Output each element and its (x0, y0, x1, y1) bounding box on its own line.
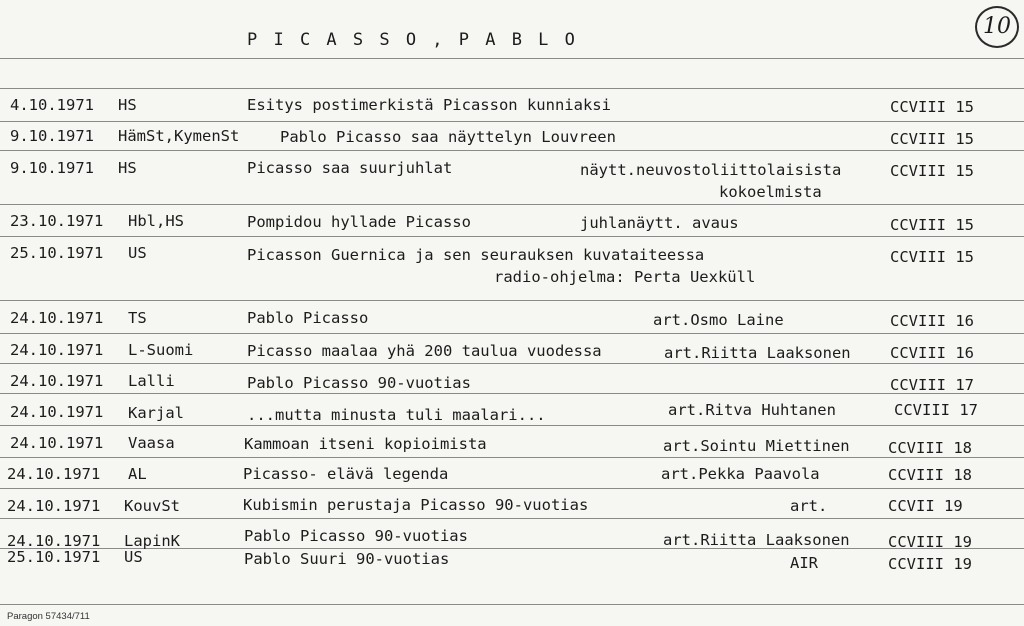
row-rule (0, 604, 1024, 605)
entry-source: LapinK (124, 532, 180, 550)
entry-date: 9.10.1971 (10, 159, 94, 177)
entry-extra: art.Riitta Laaksonen (663, 531, 850, 549)
row-rule (0, 88, 1024, 89)
entry-extra: AIR (790, 554, 818, 572)
entry-source: Karjal (128, 404, 184, 422)
card-footer: Paragon 57434/711 (7, 611, 90, 622)
entry-source: HS (118, 96, 137, 114)
row-rule (0, 518, 1024, 519)
row-rule (0, 150, 1024, 151)
entry-date: 23.10.1971 (10, 212, 104, 230)
entry-source: AL (128, 465, 147, 483)
entry-extra: art.Ritva Huhtanen (668, 401, 836, 419)
entry-source: KouvSt (124, 497, 180, 515)
entry-source: Lalli (128, 372, 175, 390)
entry-date: 24.10.1971 (7, 497, 101, 515)
entry-ref: CCVIII 19 (888, 555, 972, 573)
entry-extra: juhlanäytt. avaus (580, 214, 739, 232)
entry-date: 25.10.1971 (7, 548, 101, 566)
row-rule (0, 393, 1024, 394)
entry-title: Pablo Picasso saa näyttelyn Louvreen (280, 128, 616, 146)
entry-ref: CCVIII 15 (890, 162, 974, 180)
entry-title: Kubismin perustaja Picasso 90-vuotias (243, 496, 589, 514)
entry-extra: art.Pekka Paavola (661, 465, 820, 483)
entry-title: Pablo Picasso 90-vuotias (247, 374, 471, 392)
entry-title: Pablo Suuri 90-vuotias (244, 550, 450, 568)
entry-date: 24.10.1971 (10, 309, 104, 327)
entry-source: HämSt,KymenSt (118, 127, 240, 145)
entry-title: Picasson Guernica ja sen seurauksen kuvataiteessa (247, 246, 705, 264)
entry-extra: näytt.neuvostoliittolaisista (580, 161, 842, 179)
entry-ref: CCVIII 17 (894, 401, 978, 419)
row-rule (0, 300, 1024, 301)
entry-ref: CCVIII 17 (890, 376, 974, 394)
entry-ref: CCVIII 15 (890, 248, 974, 266)
card-title: P I C A S S O , P A B L O (247, 30, 578, 50)
entry-date: 24.10.1971 (10, 403, 104, 421)
entry-date: 25.10.1971 (10, 244, 104, 262)
entry-title: Pablo Picasso (247, 309, 369, 327)
entry-ref: CCVIII 19 (888, 533, 972, 551)
entry-ref: CCVIII 15 (890, 130, 974, 148)
entry-extra: art.Riitta Laaksonen (664, 344, 851, 362)
entry-source: L-Suomi (128, 341, 194, 359)
entry-title: Picasso- elävä legenda (243, 465, 449, 483)
entry-title: Picasso maalaa yhä 200 taulua vuodessa (247, 342, 602, 360)
entry-title: Pompidou hyllade Picasso (247, 213, 471, 231)
row-rule (0, 121, 1024, 122)
entry-ref: CCVII 19 (888, 497, 963, 515)
row-rule (0, 488, 1024, 489)
entry-source: Vaasa (128, 434, 175, 452)
entry-ref: CCVIII 16 (890, 312, 974, 330)
entry-title: Picasso saa suurjuhlat (247, 159, 453, 177)
entry-title: Kammoan itseni kopioimista (244, 435, 487, 453)
entry-extra: art.Sointu Miettinen (663, 437, 850, 455)
entry-title: ...mutta minusta tuli maalari... (247, 406, 546, 424)
entry-ref: CCVIII 16 (890, 344, 974, 362)
row-rule (0, 236, 1024, 237)
entry-date: 24.10.1971 (10, 341, 104, 359)
entry-date: 24.10.1971 (10, 372, 104, 390)
row-rule (0, 333, 1024, 334)
entry-extra: art.Osmo Laine (653, 311, 784, 329)
row-rule (0, 425, 1024, 426)
entry-ref: CCVIII 18 (888, 439, 972, 457)
card-number: 10 (975, 6, 1019, 48)
entry-date: 24.10.1971 (7, 532, 101, 550)
entry-date: 24.10.1971 (10, 434, 104, 452)
entry-source: Hbl,HS (128, 212, 184, 230)
entry-extra: art. (790, 497, 828, 515)
entry-date: 9.10.1971 (10, 127, 94, 145)
entry-date: 4.10.1971 (10, 96, 94, 114)
entry-source: TS (128, 309, 147, 327)
entry-source: US (128, 244, 147, 262)
row-rule (0, 457, 1024, 458)
entry-ref: CCVIII 15 (890, 98, 974, 116)
entry-title: Esitys postimerkistä Picasson kunniaksi (247, 96, 611, 114)
entry-title: Pablo Picasso 90-vuotias (244, 527, 468, 545)
header-rule (0, 58, 1024, 59)
entry-ref: CCVIII 18 (888, 466, 972, 484)
row-rule (0, 204, 1024, 205)
entry-extra-continued: kokoelmista (719, 183, 822, 201)
row-rule (0, 363, 1024, 364)
entry-source: US (124, 548, 143, 566)
entry-date: 24.10.1971 (7, 465, 101, 483)
entry-source: HS (118, 159, 137, 177)
entry-extra: radio-ohjelma: Perta Uexküll (494, 268, 756, 286)
entry-ref: CCVIII 15 (890, 216, 974, 234)
